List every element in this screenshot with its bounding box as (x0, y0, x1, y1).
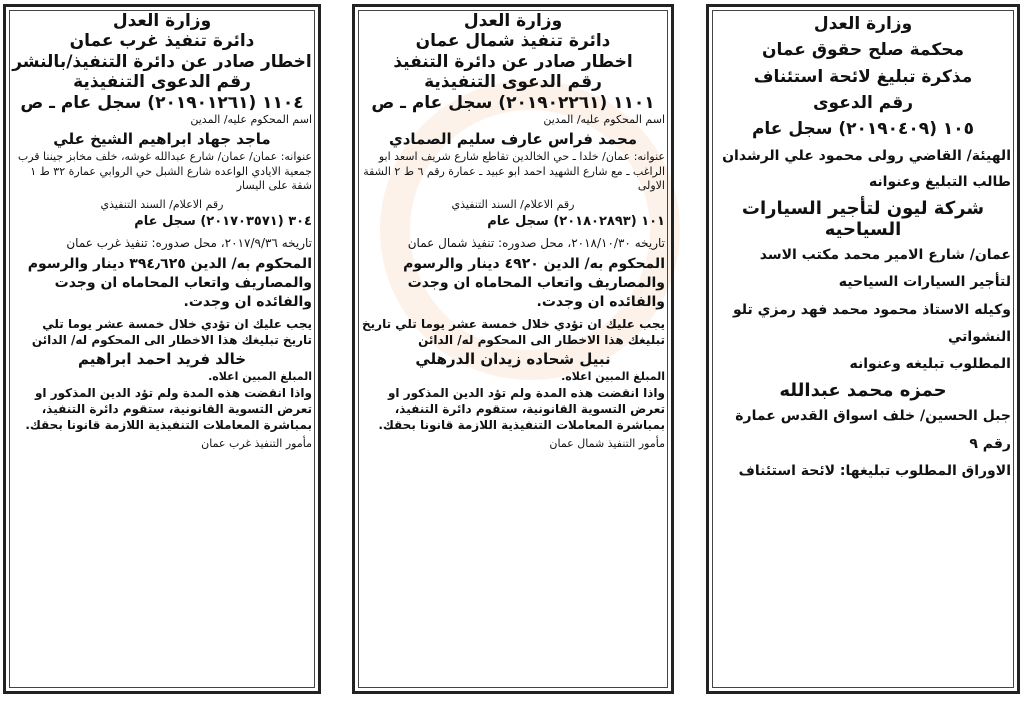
debtor-name: محمد فراس عارف سليم الصمادي (388, 129, 638, 148)
target-label: المطلوب تبليغه وعنوانه (849, 356, 1011, 373)
debtor-address: عنوانه: عمان/ عمان/ شارع عبدالله غوشه، خلف مخابز جيننا قرب جمعية الايادي الواعده شارع الشبل حي الروابي عمارة ٣٢ ط ١ شقة على اليسار (17, 149, 312, 193)
amount-mention: المبلغ المبين اعلاه. (208, 369, 312, 383)
officer-signature: مأمور التنفيذ غرب عمان (201, 437, 312, 451)
amount-line: المحكوم به/ الدين ٣٩٤٫٦٢٥ دينار والرسوم والمصاريف واتعاب المحاماه ان وجدت والفائده ان وجدت. (27, 255, 312, 310)
warning-text: واذا انقضت هذه المدة ولم تؤد الدين المذكور او تعرض التسوية القانونية، ستقوم دائرة التنفيذ، بمباشرة المعاملات التنفيذية اللازمة قانونا بحقك. (378, 385, 665, 433)
creditor-name: خالد فريد احمد ابراهيم (77, 349, 247, 368)
debtor-name: ماجد جهاد ابراهيم الشيخ علي (53, 129, 271, 148)
judge-line: الهيئة/ القاضي رولى محمود علي الرشدان (722, 147, 1011, 164)
notice-appeal-summons (706, 4, 1020, 694)
document-date: تاريخه ٢٠١٨/١٠/٣٠، محل صدوره: تنفيذ شمال عمان (407, 235, 665, 250)
issued-heading: اخطار صادر عن دائرة التنفيذ (393, 51, 633, 72)
target-address: جبل الحسين/ خلف اسواق القدس عمارة رقم ٩ (735, 408, 1011, 452)
officer-signature: مأمور التنفيذ شمال عمان (549, 437, 665, 451)
department-heading: دائرة تنفيذ شمال عمان (415, 31, 611, 52)
warning-text: واذا انقضت هذه المدة ولم تؤد الدين المذكور او تعرض التسوية القانونية، ستقوم دائرة التنفيذ، بمباشرة المعاملات التنفيذية اللازمة قانونا بحقك. (25, 385, 312, 433)
case-number: ١١٠١ (٢٠١٩٠٢٢٦١) سجل عام ـ ص (371, 92, 655, 113)
document-date: تاريخه ٢٠١٧/٩/٣٦، محل صدوره: تنفيذ غرب عمان (66, 235, 312, 250)
document-number: ٣٠٤ (٢٠١٧٠٣٥٧١) سجل عام (134, 214, 312, 230)
debtor-address: عنوانه: عمان/ خلدا ـ حي الخالدين تقاطع شارع شريف اسعد ابو الراغب ـ مع شارع الشهيد احمد ابو عبيد ـ عمارة رقم ٦ ط ٢ الشقة الاولى (363, 149, 665, 193)
amount-mention: المبلغ المبين اعلاه. (561, 369, 665, 383)
notice-execution-north (352, 4, 674, 694)
ministry-heading: وزارة العدل (813, 14, 913, 34)
attorney-line: وكيله الاستاذ محمود محمد فهد رمزي تلو النشواتي (732, 301, 1011, 345)
issued-heading: اخطار صادر عن دائرة التنفيذ/بالنشر (12, 51, 312, 72)
target-name: حمزه محمد عبدالله (779, 380, 947, 402)
payment-notice: يجب عليك ان تؤدي خلال خمسة عشر يوما تلي تاريخ تبليغك هذا الاخطار الى المحكوم له/ الدائن (31, 316, 312, 347)
papers-line: الاوراق المطلوب تبليغها: لائحة استئناف (738, 462, 1011, 479)
document-label: رقم الاعلام/ السند التنفيذي (100, 198, 224, 212)
notice-execution-west (3, 4, 321, 694)
document-number: ١٠١ (٢٠١٨٠٢٨٩٣) سجل عام (487, 214, 665, 230)
requester-address: عمان/ شارع الامير محمد مكتب الاسد لتأجير السيارات السياحيه (759, 246, 1011, 291)
debtor-label: اسم المحكوم عليه/ المدين (190, 112, 312, 126)
case-label: رقم الدعوى التنفيذية (424, 72, 602, 93)
department-heading: دائرة تنفيذ غرب عمان (69, 31, 255, 52)
ministry-heading: وزارة العدل (463, 11, 563, 31)
case-number: ١١٠٤ (٢٠١٩٠١٢٦١) سجل عام ـ ص (20, 92, 304, 113)
requester-label: طالب التبليغ وعنوانه (868, 174, 1011, 191)
case-label: رقم الدعوى التنفيذية (73, 72, 251, 93)
amount-line: المحكوم به/ الدين ٤٩٢٠ دينار والرسوم والمصاريف واتعاب المحاماه ان وجدت والفائده ان وجدت. (403, 255, 665, 310)
payment-notice: يجب عليك ان تؤدي خلال خمسة عشر يوما تلي تاريخ تبليغك هذا الاخطار الى المحكوم له/ الدائن (362, 316, 665, 347)
document-title: مذكرة تبليغ لائحة استئناف (753, 66, 973, 87)
ministry-heading: وزارة العدل (112, 11, 212, 31)
court-heading: محكمة صلح حقوق عمان (762, 40, 964, 61)
case-label: رقم الدعوى (812, 93, 914, 114)
case-number: ١٠٥ (٢٠١٩٠٤٠٩) سجل عام (751, 119, 975, 140)
document-label: رقم الاعلام/ السند التنفيذي (451, 198, 575, 212)
debtor-label: اسم المحكوم عليه/ المدين (543, 112, 665, 126)
requester-name: شركة ليون لتأجير السيارات السياحيه (741, 197, 985, 240)
creditor-name: نبيل شحاده زيدان الدرهلي (415, 349, 611, 368)
